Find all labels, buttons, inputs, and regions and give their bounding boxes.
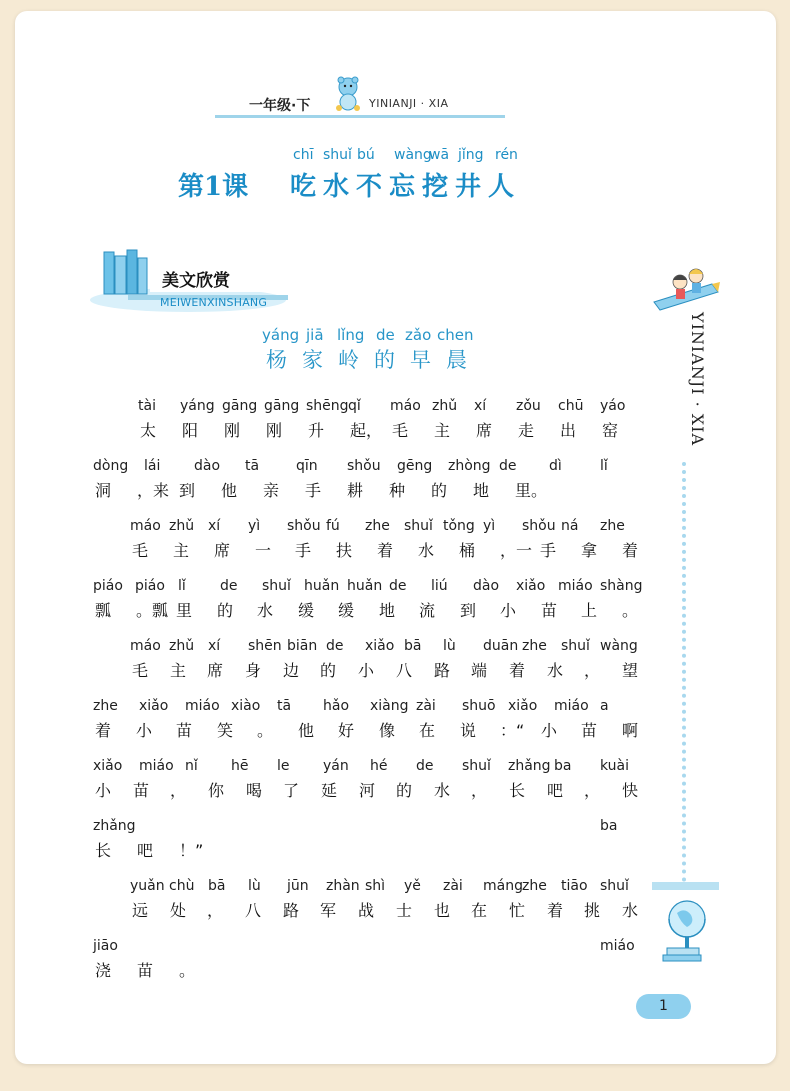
hanzi-char: 升: [308, 421, 325, 440]
pinyin-syllable: zhòng: [448, 458, 491, 474]
pinyin-syllable: lái: [144, 458, 161, 474]
hanzi-char: 浇: [95, 961, 112, 980]
pinyin-syllable: yán: [323, 758, 349, 774]
grade-latin: YINIANJI · XIA: [369, 97, 449, 110]
hanzi-char: 苗: [541, 601, 558, 620]
pinyin-syllable: le: [277, 758, 290, 774]
pinyin-syllable: lǐ: [178, 578, 186, 594]
hanzi-char: ，: [471, 781, 488, 800]
hanzi-char: 喝: [246, 781, 263, 800]
pinyin-syllable: máo: [130, 518, 161, 534]
pinyin-syllable: dòng: [93, 458, 129, 474]
hanzi-char: 在: [471, 901, 488, 920]
hanzi-char: 窑: [602, 421, 619, 440]
hanzi-char: 种: [389, 481, 406, 500]
pinyin-syllable: hǎo: [323, 698, 350, 714]
pinyin-syllable: biān: [287, 638, 318, 654]
hanzi-char: 苗: [137, 961, 154, 980]
pinyin-syllable: huǎn: [304, 578, 340, 594]
pinyin-syllable: qǐ: [348, 398, 361, 414]
pinyin-syllable: zhǔ: [432, 398, 458, 414]
hanzi-char: ：“: [500, 721, 525, 740]
hanzi-char: 好: [338, 721, 355, 740]
hanzi-char: ，一: [500, 541, 533, 560]
lesson-title-pinyin: bú: [357, 147, 375, 163]
pinyin-syllable: xiǎo: [139, 698, 169, 714]
hanzi-char: 水: [257, 601, 274, 620]
pinyin-syllable: xí: [208, 518, 221, 534]
pinyin-syllable: máo: [130, 638, 161, 654]
hanzi-char: 小: [500, 601, 517, 620]
pinyin-syllable: shàng: [600, 578, 643, 594]
pinyin-syllable: shuǐ: [404, 518, 433, 534]
hanzi-char: 里。: [515, 481, 548, 500]
hanzi-char: 也: [434, 901, 451, 920]
hanzi-char: 着: [547, 901, 564, 920]
hanzi-char: 刚: [224, 421, 241, 440]
hanzi-char: 苗: [176, 721, 193, 740]
hanzi-char: 刚: [266, 421, 283, 440]
hanzi-char: 军: [320, 901, 337, 920]
hanzi-char: 桶: [459, 541, 476, 560]
page-header: [215, 75, 505, 119]
pinyin-syllable: xí: [474, 398, 487, 414]
lesson-title-char: 忘: [389, 172, 416, 202]
pinyin-syllable: bā: [208, 878, 226, 894]
hanzi-char: 河: [359, 781, 376, 800]
pinyin-syllable: máo: [390, 398, 421, 414]
hanzi-char: 笑: [217, 721, 234, 740]
grade-label: 一年级·下: [249, 98, 311, 114]
pinyin-syllable: wàng: [600, 638, 638, 654]
hanzi-char: 地: [379, 601, 396, 620]
story-title-pinyin: de: [376, 326, 395, 344]
pinyin-syllable: miáo: [139, 758, 174, 774]
hanzi-char: 拿: [581, 541, 598, 560]
hanzi-char: 水: [418, 541, 435, 560]
hanzi-char: 着: [377, 541, 394, 560]
pinyin-syllable: chū: [558, 398, 584, 414]
hanzi-char: 路: [283, 901, 300, 920]
pinyin-syllable: liú: [431, 578, 448, 594]
pinyin-syllable: miáo: [554, 698, 589, 714]
hanzi-char: 里: [176, 601, 193, 620]
header-divider: [215, 115, 505, 118]
pinyin-syllable: shēn: [248, 638, 282, 654]
pinyin-syllable: chù: [169, 878, 195, 894]
pinyin-syllable: piáo: [135, 578, 165, 594]
hanzi-char: 着: [509, 661, 526, 680]
story-title-char: 早: [410, 348, 431, 372]
pinyin-syllable: zài: [443, 878, 463, 894]
hanzi-char: 苗: [581, 721, 598, 740]
pinyin-syllable: a: [600, 698, 609, 714]
pinyin-syllable: shuō: [462, 698, 496, 714]
pinyin-syllable: yì: [483, 518, 496, 534]
hanzi-char: 小: [136, 721, 153, 740]
hanzi-char: 的: [431, 481, 448, 500]
pinyin-syllable: ná: [561, 518, 579, 534]
globe-icon: [655, 893, 715, 968]
hanzi-char: 手: [540, 541, 557, 560]
hanzi-char: 小: [358, 661, 375, 680]
pinyin-syllable: xí: [208, 638, 221, 654]
side-bar: [652, 882, 719, 890]
story-title-pinyin: lǐng: [337, 326, 365, 344]
hanzi-char: 苗: [133, 781, 150, 800]
pinyin-syllable: kuài: [600, 758, 630, 774]
hanzi-char: 扶: [336, 541, 353, 560]
lesson-title-pinyin: shuǐ: [323, 147, 352, 163]
lesson-title-char: 不: [356, 172, 383, 202]
hanzi-char: 小: [95, 781, 112, 800]
hanzi-char: 说: [460, 721, 477, 740]
pinyin-syllable: de: [499, 458, 517, 474]
kids-on-pencil-icon: [652, 262, 722, 312]
pinyin-syllable: zhe: [522, 878, 547, 894]
pinyin-syllable: shì: [365, 878, 386, 894]
hanzi-char: 走: [518, 421, 535, 440]
hanzi-char: 。: [179, 961, 196, 980]
hanzi-char: 席: [214, 541, 231, 560]
hanzi-char: 路: [434, 661, 451, 680]
story-title-pinyin: chen: [437, 326, 474, 344]
pinyin-syllable: shuǐ: [600, 878, 629, 894]
pinyin-syllable: piáo: [93, 578, 123, 594]
pinyin-syllable: zhǎng: [93, 818, 136, 834]
hanzi-char: 边: [283, 661, 300, 680]
pinyin-syllable: gāng: [222, 398, 258, 414]
pinyin-syllable: tā: [245, 458, 260, 474]
hanzi-char: 长: [95, 841, 112, 860]
hanzi-char: 战: [358, 901, 375, 920]
hanzi-char: 望: [622, 661, 639, 680]
pinyin-syllable: nǐ: [185, 758, 198, 774]
pinyin-syllable: shuǐ: [462, 758, 491, 774]
lesson-title-char: 井: [455, 172, 482, 202]
hanzi-char: 。瓢: [136, 601, 169, 620]
hanzi-char: 的: [217, 601, 234, 620]
pinyin-syllable: yì: [248, 518, 261, 534]
hanzi-char: 身: [245, 661, 262, 680]
pinyin-syllable: xiàng: [370, 698, 409, 714]
hanzi-char: 处: [170, 901, 187, 920]
hanzi-char: 地: [473, 481, 490, 500]
pinyin-syllable: shǒu: [347, 458, 381, 474]
hanzi-char: 吧: [547, 781, 564, 800]
pinyin-syllable: shǒu: [522, 518, 556, 534]
pinyin-syllable: hé: [370, 758, 388, 774]
hanzi-char: 的: [396, 781, 413, 800]
pinyin-syllable: hē: [231, 758, 249, 774]
pinyin-syllable: fú: [326, 518, 340, 534]
lesson-title-pinyin: wā: [429, 147, 450, 163]
hanzi-char: ，: [584, 661, 601, 680]
hanzi-char: 像: [379, 721, 396, 740]
story-title-char: 的: [374, 348, 395, 372]
hanzi-char: 主: [173, 541, 190, 560]
pinyin-syllable: ba: [600, 818, 618, 834]
hanzi-char: 一: [255, 541, 272, 560]
story-title-char: 岭: [338, 348, 359, 372]
lesson-title-char: 挖: [422, 172, 449, 202]
hanzi-char: 着: [622, 541, 639, 560]
hanzi-char: 席: [207, 661, 224, 680]
pinyin-syllable: gēng: [397, 458, 433, 474]
hanzi-char: 到: [460, 601, 477, 620]
hanzi-char: 上: [581, 601, 598, 620]
section-badge: [88, 240, 288, 315]
hanzi-char: 八: [245, 901, 262, 920]
pinyin-syllable: jiāo: [93, 938, 118, 954]
hanzi-char: 忙: [509, 901, 526, 920]
hanzi-char: 士: [396, 901, 413, 920]
hanzi-char: 手: [295, 541, 312, 560]
pinyin-syllable: máng: [483, 878, 523, 894]
page-number: 1: [636, 994, 691, 1019]
hanzi-char: ！”: [179, 841, 204, 860]
pinyin-syllable: huǎn: [347, 578, 383, 594]
hanzi-char: 毛: [392, 421, 409, 440]
hanzi-char: 手: [305, 481, 322, 500]
hanzi-char: 你: [208, 781, 225, 800]
hanzi-char: 出: [560, 421, 577, 440]
pinyin-syllable: shēng: [306, 398, 349, 414]
lesson-title-char: 人: [488, 172, 515, 202]
story-title-char: 晨: [446, 348, 467, 372]
pinyin-syllable: yuǎn: [130, 878, 165, 894]
pinyin-syllable: ba: [554, 758, 572, 774]
hanzi-char: 太: [140, 421, 157, 440]
hanzi-char: 着: [95, 721, 112, 740]
hanzi-char: 毛: [132, 661, 149, 680]
hanzi-char: 瓢: [95, 601, 112, 620]
hanzi-char: ，来: [137, 481, 170, 500]
hanzi-char: 端: [471, 661, 488, 680]
lesson-title-pinyin: chī: [293, 147, 314, 163]
story-title-pinyin: yáng: [262, 326, 300, 344]
pinyin-syllable: qīn: [296, 458, 318, 474]
pinyin-syllable: xiǎo: [93, 758, 123, 774]
hanzi-char: 了: [283, 781, 300, 800]
pinyin-syllable: yáng: [180, 398, 215, 414]
hanzi-char: 到: [179, 481, 196, 500]
pinyin-syllable: zhe: [600, 518, 625, 534]
hanzi-char: 快: [622, 781, 639, 800]
hanzi-char: 的: [320, 661, 337, 680]
section-label: 美文欣赏: [162, 271, 230, 291]
hanzi-char: 洞: [95, 481, 112, 500]
hanzi-char: 主: [434, 421, 451, 440]
side-dotted-line: [682, 462, 690, 882]
pinyin-syllable: dào: [194, 458, 221, 474]
pinyin-syllable: zǒu: [516, 398, 541, 414]
lesson-title-pinyin: jǐng: [458, 147, 484, 163]
side-latin: YINIANJI · XIA: [688, 312, 707, 447]
pinyin-syllable: shuǐ: [262, 578, 291, 594]
pinyin-syllable: zhe: [365, 518, 390, 534]
pinyin-syllable: bā: [404, 638, 422, 654]
pinyin-syllable: zhǎng: [508, 758, 551, 774]
hanzi-char: 流: [419, 601, 436, 620]
lesson-title-char: 水: [323, 172, 350, 202]
hanzi-char: 在: [419, 721, 436, 740]
hanzi-char: ，: [207, 901, 224, 920]
pinyin-syllable: de: [389, 578, 407, 594]
story-title-char: 家: [302, 348, 323, 372]
pinyin-syllable: zhe: [93, 698, 118, 714]
hanzi-char: 八: [396, 661, 413, 680]
hanzi-char: 席: [476, 421, 493, 440]
hanzi-char: 。: [257, 721, 274, 740]
pinyin-syllable: tā: [277, 698, 292, 714]
hanzi-char: 缓: [298, 601, 315, 620]
hanzi-char: 他: [298, 721, 315, 740]
pinyin-syllable: duān: [483, 638, 519, 654]
hanzi-char: 挑: [584, 901, 601, 920]
pinyin-syllable: jūn: [287, 878, 309, 894]
pinyin-syllable: de: [326, 638, 344, 654]
pinyin-syllable: xiǎo: [516, 578, 546, 594]
hanzi-char: 水: [434, 781, 451, 800]
hanzi-char: 长: [509, 781, 526, 800]
hanzi-char: 水: [622, 901, 639, 920]
pinyin-syllable: miáo: [185, 698, 220, 714]
hanzi-char: 起，: [350, 421, 383, 440]
section-sub: MEIWENXINSHANG: [160, 296, 268, 309]
pinyin-syllable: lǐ: [600, 458, 608, 474]
lesson-number: 第1课: [178, 172, 249, 202]
pinyin-syllable: tài: [138, 398, 156, 414]
hanzi-char: ，: [170, 781, 187, 800]
hanzi-char: 小: [541, 721, 558, 740]
hanzi-char: 水: [547, 661, 564, 680]
hanzi-char: ，: [584, 781, 601, 800]
hanzi-char: 延: [321, 781, 338, 800]
hanzi-char: 主: [170, 661, 187, 680]
hanzi-char: 阳: [182, 421, 199, 440]
pinyin-syllable: yě: [404, 878, 421, 894]
lesson-title-pinyin: wàng: [394, 147, 432, 163]
hanzi-char: 他: [221, 481, 238, 500]
hanzi-char: 啊: [622, 721, 639, 740]
hanzi-char: 远: [132, 901, 149, 920]
pinyin-syllable: zhàn: [326, 878, 360, 894]
pinyin-syllable: xiào: [231, 698, 261, 714]
bear-mascot-icon: [333, 75, 363, 113]
hanzi-char: 缓: [338, 601, 355, 620]
pinyin-syllable: dì: [549, 458, 562, 474]
pinyin-syllable: tǒng: [443, 518, 475, 534]
pinyin-syllable: lù: [248, 878, 261, 894]
hanzi-char: 毛: [132, 541, 149, 560]
pinyin-syllable: lù: [443, 638, 456, 654]
pinyin-syllable: zài: [416, 698, 436, 714]
pinyin-syllable: yáo: [600, 398, 626, 414]
pinyin-syllable: zhe: [522, 638, 547, 654]
pinyin-syllable: xiǎo: [365, 638, 395, 654]
pinyin-syllable: gāng: [264, 398, 300, 414]
pinyin-syllable: zhǔ: [169, 638, 195, 654]
story-title-char: 杨: [266, 348, 287, 372]
lesson-title-char: 吃: [290, 172, 317, 202]
story-title-pinyin: jiā: [306, 326, 324, 344]
pinyin-syllable: xiǎo: [508, 698, 538, 714]
hanzi-char: 耕: [347, 481, 364, 500]
hanzi-char: 吧: [137, 841, 154, 860]
pinyin-syllable: shǒu: [287, 518, 321, 534]
hanzi-char: 。: [622, 601, 639, 620]
story-title-pinyin: zǎo: [405, 326, 432, 344]
pinyin-syllable: de: [416, 758, 434, 774]
hanzi-char: 亲: [263, 481, 280, 500]
pinyin-syllable: miáo: [558, 578, 593, 594]
lesson-title-pinyin: rén: [495, 147, 518, 163]
pinyin-syllable: tiāo: [561, 878, 588, 894]
pinyin-syllable: shuǐ: [561, 638, 590, 654]
pinyin-syllable: de: [220, 578, 238, 594]
pinyin-syllable: miáo: [600, 938, 635, 954]
pinyin-syllable: zhǔ: [169, 518, 195, 534]
pinyin-syllable: dào: [473, 578, 500, 594]
